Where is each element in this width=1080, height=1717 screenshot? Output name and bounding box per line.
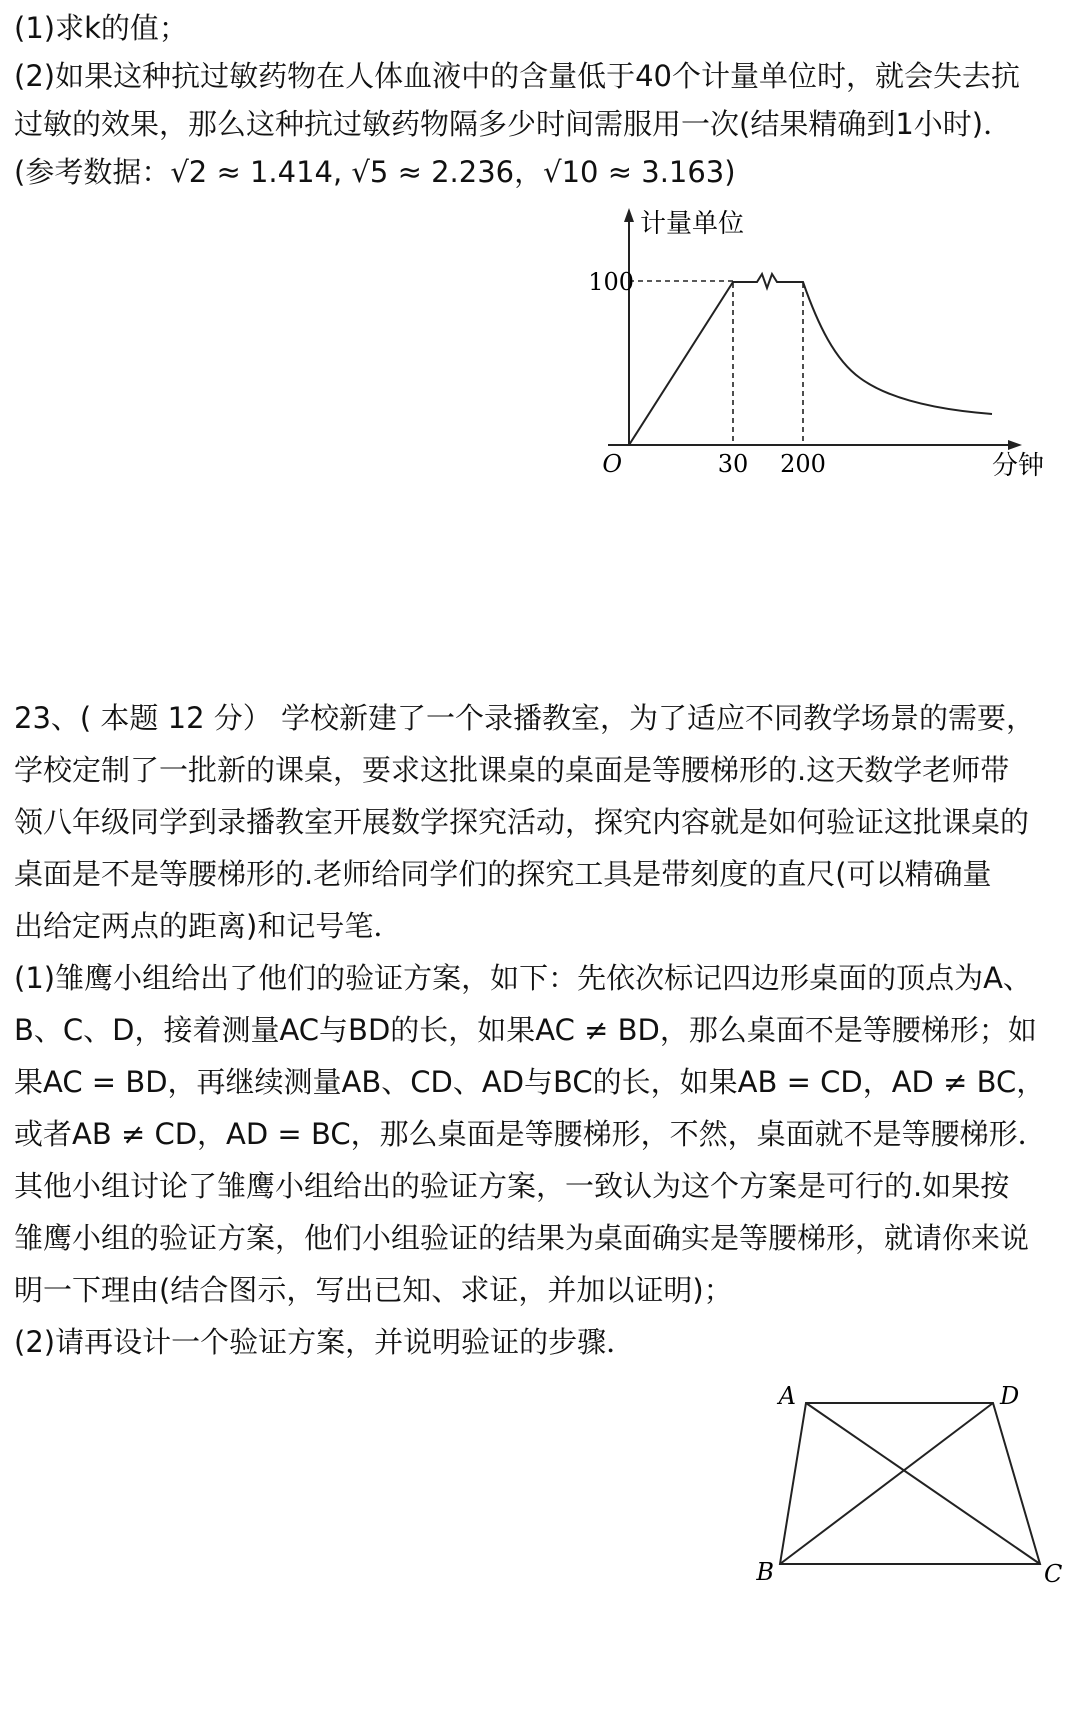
q22-part2-line1: (2)如果这种抗过敏药物在人体血液中的含量低于40个计量单位时，就会失去抗	[14, 59, 1020, 93]
q23-line-8: 果AC = BD，再继续测量AB、CD、AD与BC的长，如果AB = CD，AD ≠ BC，	[14, 1065, 1046, 1099]
trapezoid-outline	[780, 1403, 1040, 1564]
q23-line-7: B、C、D，接着测量AC与BD的长，如果AC ≠ BD，那么桌面不是等腰梯形；如	[14, 1013, 1037, 1047]
q23-line-12: 明一下理由(结合图示，写出已知、求证，并加以证明)；	[14, 1273, 733, 1307]
concentration-graph	[0, 0, 1080, 520]
q22-part1: (1)求k的值；	[14, 11, 188, 45]
q23-line-1: 23、( 本题 12 分） 学校新建了一个录播教室，为了适应不同教学场景的需要，	[14, 701, 1035, 735]
q23-line-5: 出给定两点的距离)和记号笔．	[14, 909, 403, 943]
q23-line-11: 雏鹰小组的验证方案，他们小组验证的结果为桌面确实是等腰梯形，就请你来说	[14, 1221, 1030, 1255]
diagonal-ac	[806, 1403, 1040, 1564]
vertex-a-label: A	[778, 1382, 796, 1410]
x-tick-200: 200	[780, 450, 826, 478]
y-tick-100: 100	[588, 268, 634, 296]
y-axis-arrow	[624, 208, 634, 222]
q23-line-6: (1)雏鹰小组给出了他们的验证方案，如下：先依次标记四边形桌面的顶点为A、	[14, 961, 1032, 995]
q22-reference-data: (参考数据：√2 ≈ 1.414, √5 ≈ 2.236，√10 ≈ 3.163)	[14, 155, 736, 189]
diagonal-bd	[780, 1403, 993, 1564]
q23-line-13: (2)请再设计一个验证方案，并说明验证的步骤．	[14, 1325, 636, 1359]
q23-line-9: 或者AB ≠ CD，AD = BC，那么桌面是等腰梯形，不然，桌面就不是等腰梯形．	[14, 1117, 1047, 1151]
origin-label: O	[602, 450, 622, 478]
q22-part2-line2: 过敏的效果，那么这种抗过敏药物隔多少时间需服用一次(结果精确到1小时)．	[14, 107, 1013, 141]
trapezoid-figure	[0, 1360, 1080, 1600]
y-axis-label: 计量单位	[640, 209, 745, 239]
vertex-b-label: B	[756, 1558, 774, 1586]
x-tick-30: 30	[717, 450, 749, 478]
q23-line-3: 领八年级同学到录播教室开展数学探究活动，探究内容就是如何验证这批课桌的	[14, 805, 1030, 839]
x-axis-arrow	[1008, 440, 1022, 450]
q23-line-10: 其他小组讨论了雏鹰小组给出的验证方案，一致认为这个方案是可行的.如果按	[14, 1169, 1010, 1203]
concentration-curve	[629, 274, 992, 445]
q23-line-4: 桌面是不是等腰梯形的.老师给同学们的探究工具是带刻度的直尺(可以精确量	[14, 857, 992, 891]
vertex-c-label: C	[1044, 1560, 1063, 1588]
vertex-d-label: D	[1000, 1382, 1020, 1410]
x-axis-label: 分钟	[992, 451, 1045, 481]
q23-line-2: 学校定制了一批新的课桌，要求这批课桌的桌面是等腰梯形的.这天数学老师带	[14, 753, 1010, 787]
